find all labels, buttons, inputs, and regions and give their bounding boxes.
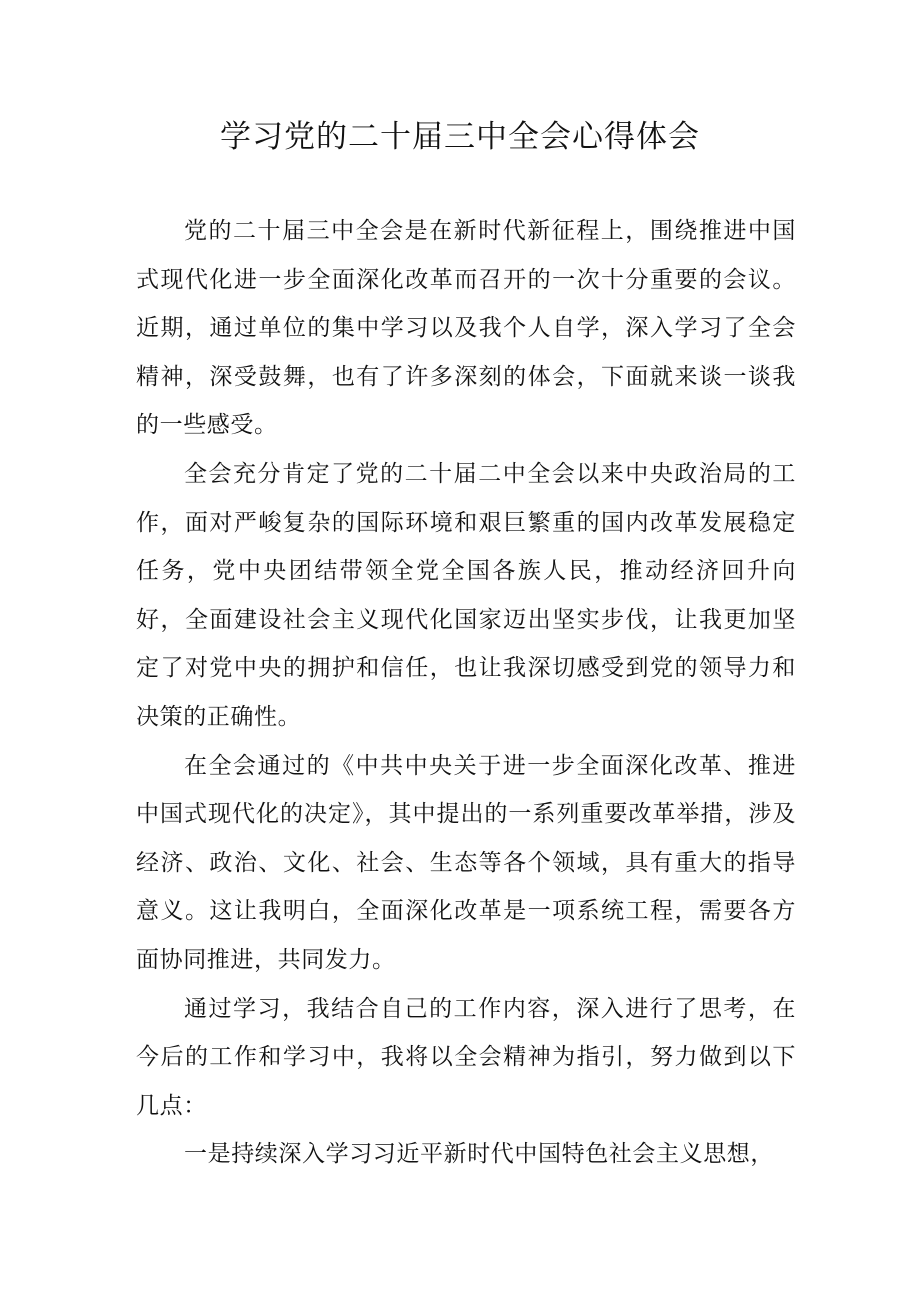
paragraph-1: 党的二十届三中全会是在新时代新征程上，围绕推进中国式现代化进一步全面深化改革而召开的一次十分重要的会议。近期，通过单位的集中学习以及我个人自学，深入学习了全会精神，深受鼓舞，也有了许多深刻的体会，下面就来谈一谈我的一些感受。 — [136, 218, 796, 439]
paragraph-2: 全会充分肯定了党的二十届二中全会以来中央政治局的工作，面对严峻复杂的国际环境和艰巨繁重的国内改革发展稳定任务，党中央团结带领全党全国各族人民，推动经济回升向好，全面建设社会主义现代化国家迈出坚实步伐，让我更加坚定了对党中央的拥护和信任，也让我深切感受到党的领导力和决策的正确性。 — [136, 460, 796, 730]
paragraph-3: 在全会通过的《中共中央关于进一步全面深化改革、推进中国式现代化的决定》，其中提出的一系列重要改革举措，涉及经济、政治、文化、社会、生态等各个领域，具有重大的指导意义。这让我明白，全面深化改革是一项系统工程，需要各方面协同推进，共同发力。 — [136, 752, 796, 973]
document-body — [136, 207, 796, 1179]
paragraph-4: 通过学习，我结合自己的工作内容，深入进行了思考，在今后的工作和学习中，我将以全会精神为指引，努力做到以下几点： — [136, 995, 796, 1119]
document-title: 学习党的二十届三中全会心得体会 — [220, 119, 700, 155]
paragraph-5: 一是持续深入学习习近平新时代中国特色社会主义思想， — [184, 1141, 774, 1168]
